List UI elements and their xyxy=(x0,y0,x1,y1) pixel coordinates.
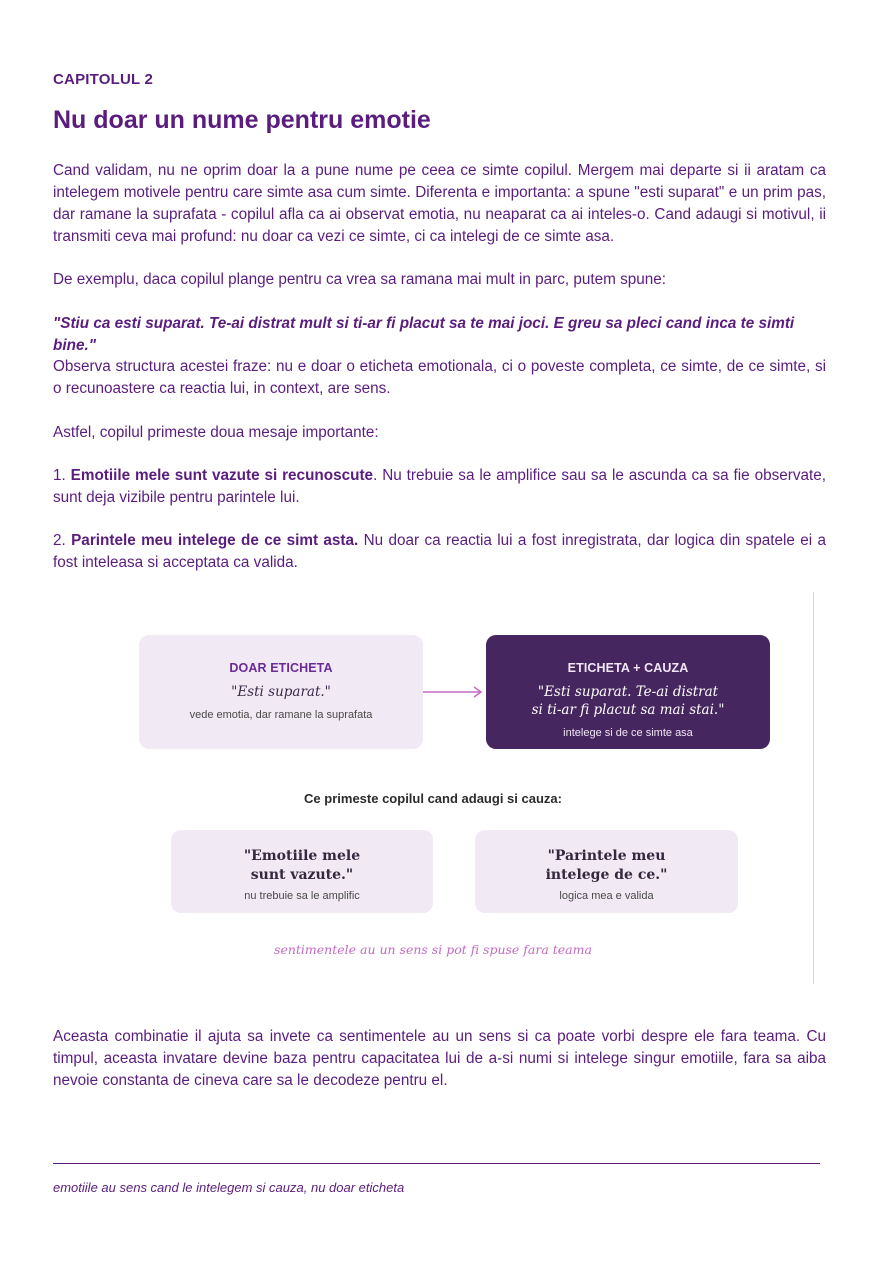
item-bold-text: Parintele meu intelege de ce simt asta. xyxy=(71,532,359,549)
footer-divider xyxy=(53,1163,820,1164)
item-text: Nu doar ca reactia lui a fost inregistrata, dar logica din spatele ei a fost inteleasa si acceptata ca valida. xyxy=(53,532,826,571)
message-card-understood xyxy=(475,830,738,913)
chapter-label: CAPITOLUL 2 xyxy=(53,71,153,88)
box-quote: "Esti suparat." xyxy=(231,684,331,700)
message-card-seen xyxy=(171,830,433,913)
card-title-line-2: intelege de ce." xyxy=(545,867,668,883)
card-title-line-1: "Parintele meu xyxy=(547,848,666,864)
paragraph-example: De exemplu, daca copilul plange pentru ca vrea sa ramana mai mult in parc, putem spune: xyxy=(53,271,667,288)
paragraph-structure: Observa structura acestei fraze: nu e doar o eticheta emotionala, ci o poveste completa, ce simte, de ce simte, si o recunoastere ca reactia lui, in context, are sens. xyxy=(53,358,826,397)
box-note: intelege si de ce simte asa xyxy=(563,727,693,739)
page-title: Nu doar un nume pentru emotie xyxy=(53,106,431,134)
example-quote: "Stiu ca esti suparat. Te-ai distrat mult si ti-ar fi placut sa te mai joci. E greu sa pleci cand inca te simti bine." xyxy=(53,315,795,354)
box-title: DOAR ETICHETA xyxy=(229,661,333,675)
paragraph-messages: Astfel, copilul primeste doua mesaje importante: xyxy=(53,424,379,441)
item-text: . Nu trebuie sa le amplifice sau sa le ascunda ca sa fie observate, sunt deja vizibile pentru parintele lui. xyxy=(53,467,827,506)
box-quote-line-1: "Esti suparat. Te-ai distrat xyxy=(537,684,719,700)
item-bold-text: Emotiile mele sunt vazute si recunoscute xyxy=(70,467,374,484)
figure-caption: sentimentele au un sens si pot fi spuse fara teama xyxy=(274,942,592,957)
item-number: 1. xyxy=(53,467,71,484)
item-number: 2. xyxy=(53,532,72,549)
label-only-box xyxy=(139,635,423,749)
message-item-1 xyxy=(53,465,826,509)
box-title: ETICHETA + CAUZA xyxy=(567,661,689,675)
comparison-figure xyxy=(53,592,814,984)
arrow-right-icon xyxy=(423,684,485,700)
paragraph-intro: Cand validam, nu ne oprim doar la a pune nume pe ceea ce simte copilul. Mergem mai departe si ii aratam ca intelegem motivele pentru care simte asa cum simte. Diferenta e importanta: a spune "esti suparat" e un prim pas, dar ramane la suprafata - copilul afla ca ai observat emotia, nu neaparat ca ai inteles-o. Cand adaugi si motivul, ii transmiti ceva mai profund: nu doar ca vezi ce simte, ci ca intelegi de ce simte asa. xyxy=(53,162,826,245)
card-note: nu trebuie sa le amplific xyxy=(244,890,360,902)
label-cause-box xyxy=(486,635,770,749)
figure-heading: Ce primeste copilul cand adaugi si cauza: xyxy=(304,791,562,806)
card-title-line-1: "Emotiile mele xyxy=(243,848,361,864)
card-note: logica mea e valida xyxy=(559,890,654,902)
box-quote-line-2: si ti-ar fi placut sa mai stai." xyxy=(531,702,725,718)
footer-note: emotiile au sens cand le intelegem si cauza, nu doar eticheta xyxy=(53,1180,405,1195)
paragraph-conclusion: Aceasta combinatie il ajuta sa invete ca sentimentele au un sens si ca poate vorbi despre ele fara teama. Cu timpul, aceasta invatare devine baza pentru capacitatea lui de a-si numi si intelege singur emotiile, fara sa aiba nevoie constanta de cineva care sa le decodeze pentru el. xyxy=(53,1028,826,1089)
message-item-2 xyxy=(53,530,826,574)
card-title-line-2: sunt vazute." xyxy=(250,867,354,883)
box-note: vede emotia, dar ramane la suprafata xyxy=(189,709,373,721)
